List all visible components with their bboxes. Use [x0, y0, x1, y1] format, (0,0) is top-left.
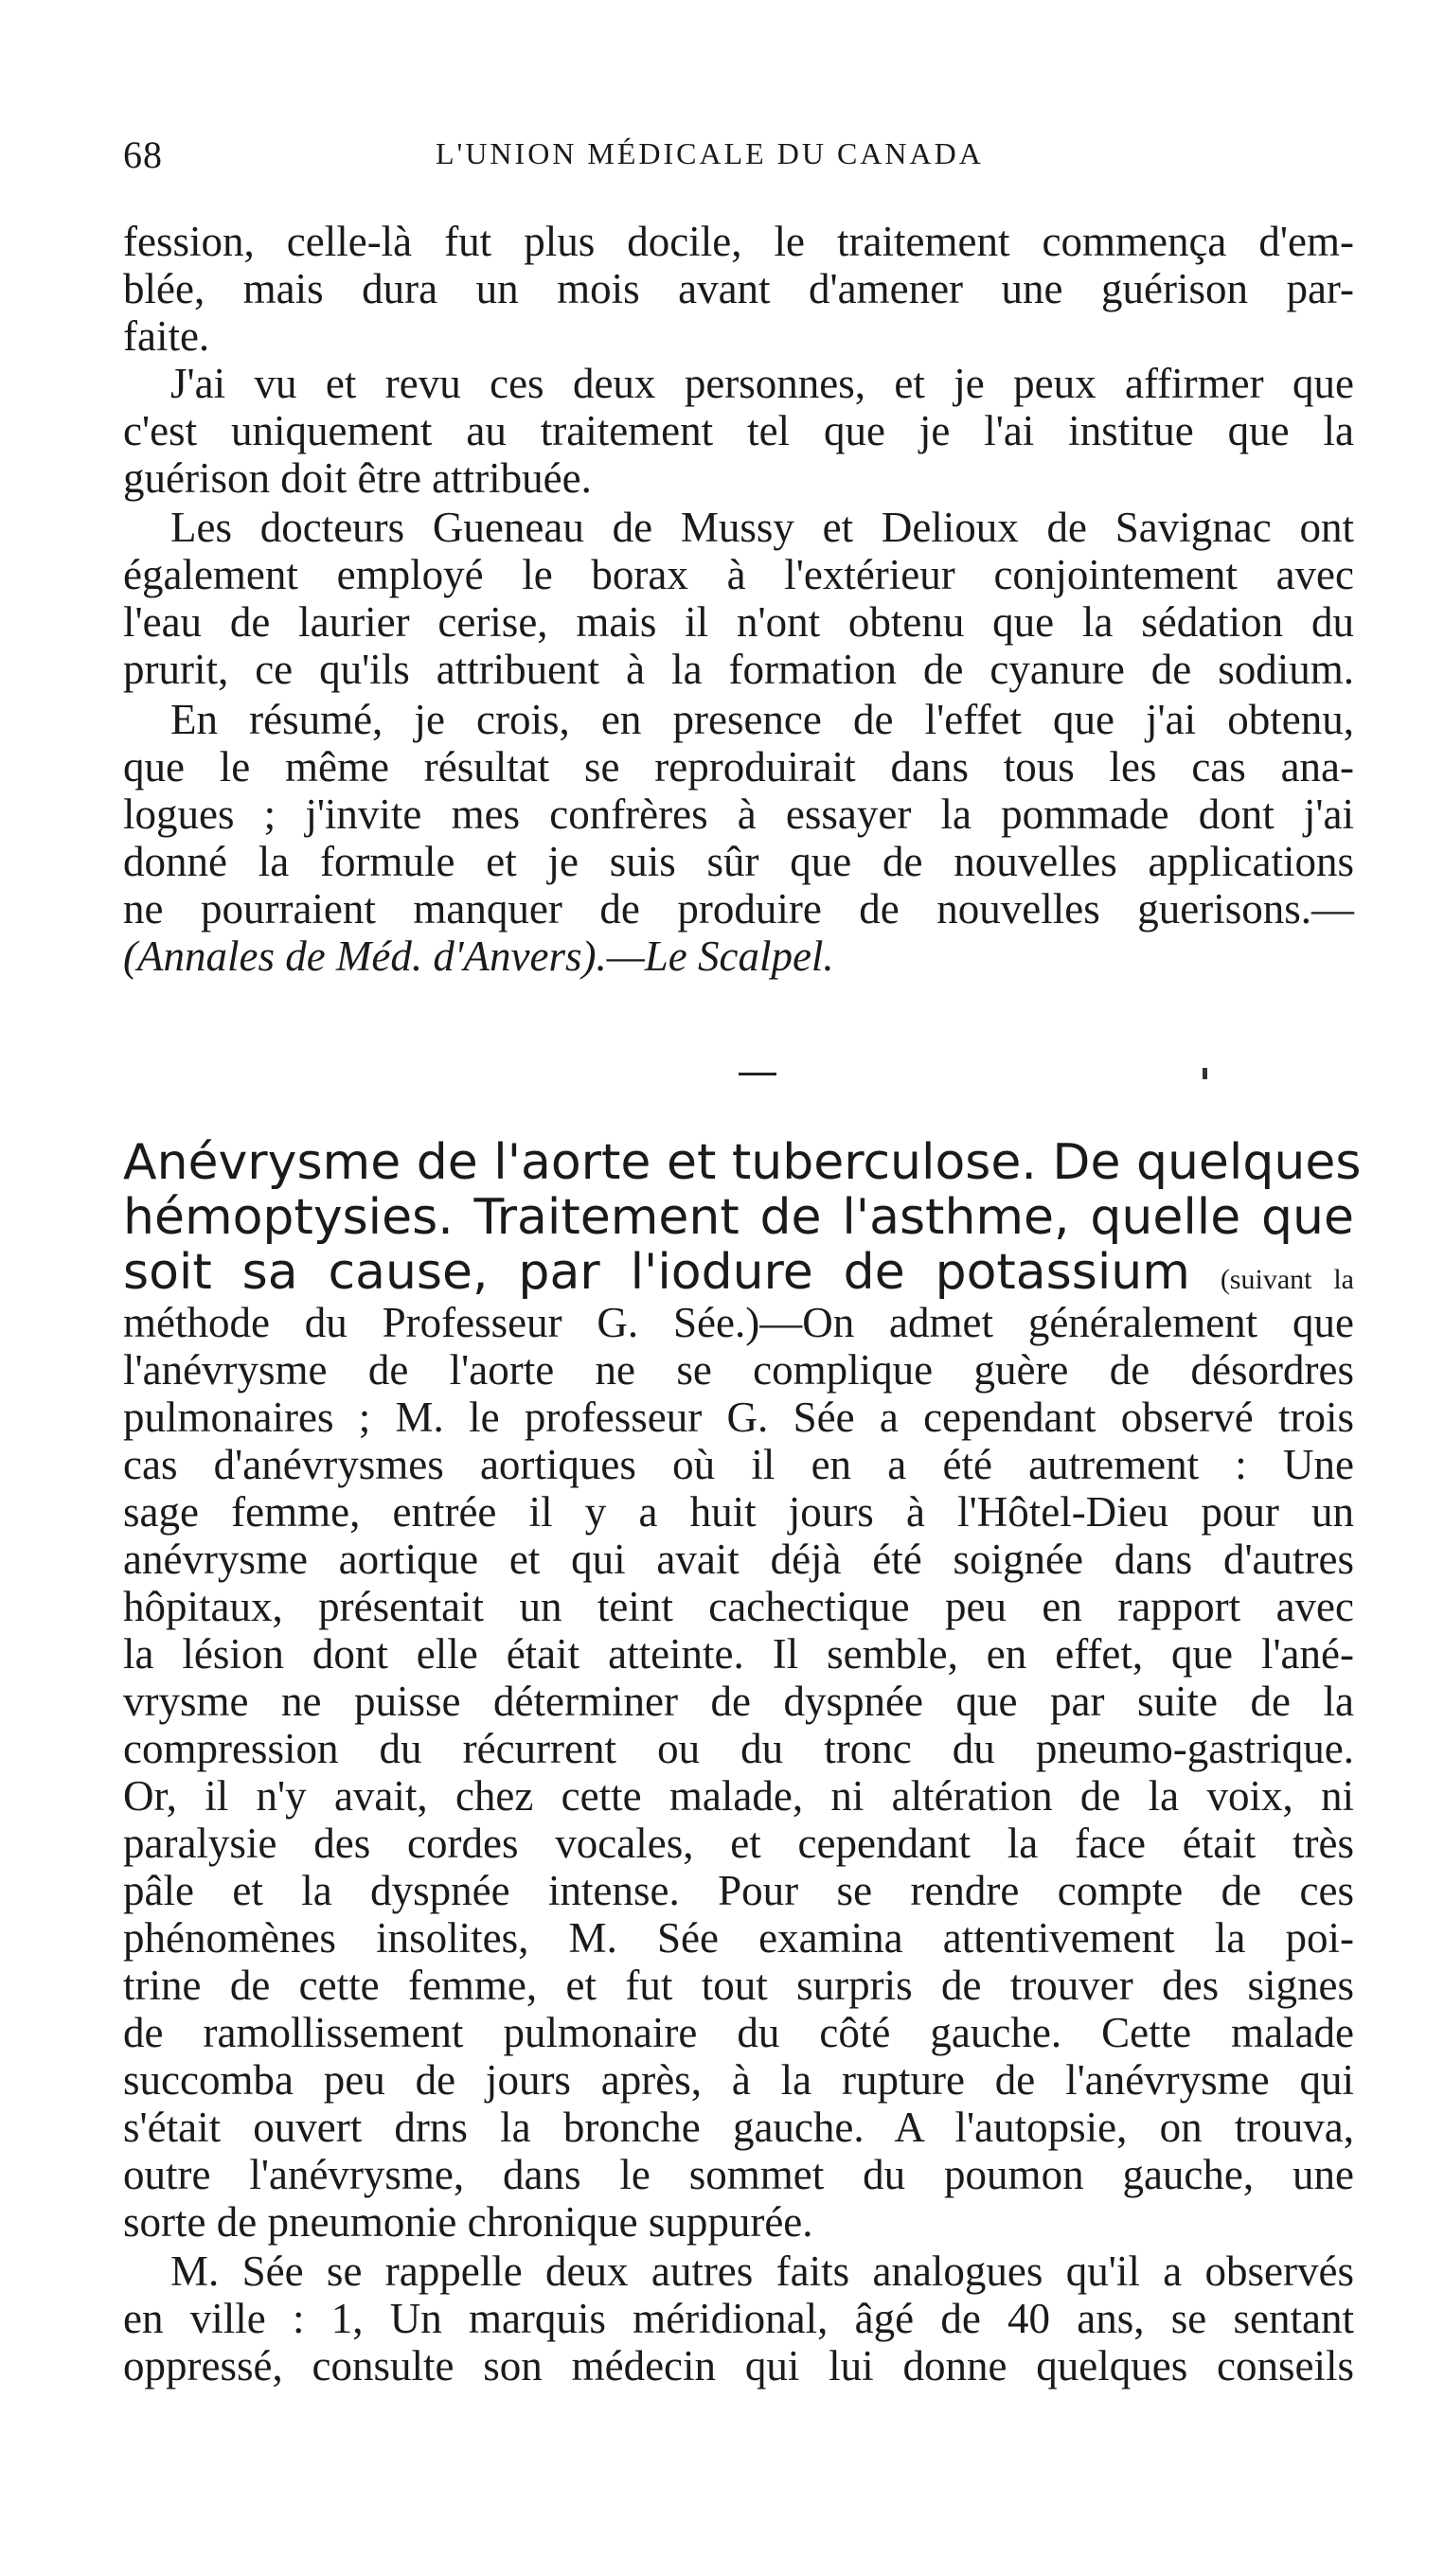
text-line: blée, mais dura un mois avant d'amener une guérison par-	[123, 265, 1354, 312]
section-divider	[739, 1073, 776, 1075]
text-line: s'était ouvert drns la bronche gauche. A l'autopsie, on trouva,	[123, 2104, 1354, 2151]
heading-tail: (suivant la	[1220, 1264, 1354, 1295]
text-line: M. Sée se rappelle deux autres faits analogues qu'il a observés	[170, 2247, 1354, 2295]
text-line: que le même résultat se reproduirait dans tous les cas ana-	[123, 743, 1354, 791]
text-line: logues ; j'invite mes confrères à essayer la pommade dont j'ai	[123, 791, 1354, 838]
text-line: la lésion dont elle était atteinte. Il semble, en effet, que l'ané-	[123, 1630, 1354, 1678]
text-line: paralysie des cordes vocales, et cependant la face était très	[123, 1820, 1354, 1867]
text-line: En résumé, je crois, en presence de l'effet que j'ai obtenu,	[170, 696, 1354, 743]
text-line: hôpitaux, présentait un teint cachectique peu en rapport avec	[123, 1583, 1354, 1630]
text-line: oppressé, consulte son médecin qui lui donne quelques conseils	[123, 2342, 1354, 2389]
text-line: l'anévrysme de l'aorte ne se complique guère de désordres	[123, 1346, 1354, 1394]
text-line: Les docteurs Gueneau de Mussy et Delioux de Savignac ont	[170, 504, 1354, 551]
text-line: J'ai vu et revu ces deux personnes, et je peux affirmer que	[170, 360, 1354, 407]
text-line: sage femme, entrée il y a huit jours à l'Hôtel-Dieu pour un	[123, 1488, 1354, 1536]
text-line: faite.	[123, 312, 210, 360]
text-line: en ville : 1, Un marquis méridional, âgé de 40 ans, se sentant	[123, 2295, 1354, 2342]
text-line: l'eau de laurier cerise, mais il n'ont obtenu que la sédation du	[123, 598, 1354, 646]
article-heading-line: Anévrysme de l'aorte et tuberculose. De quelques	[123, 1134, 1362, 1191]
text-line: fession, celle-là fut plus docile, le traitement commença d'em-	[123, 218, 1354, 265]
text-line: méthode du Professeur G. Sée.)—On admet généralement que	[123, 1299, 1354, 1346]
text-line: pulmonaires ; M. le professeur G. Sée a cependant observé trois	[123, 1394, 1354, 1441]
text-line: sorte de pneumonie chronique suppurée.	[123, 2198, 813, 2246]
text-line: trine de cette femme, et fut tout surpris de trouver des signes	[123, 1962, 1354, 2009]
text-line: succomba peu de jours après, à la rupture de l'anévrysme qui	[123, 2056, 1354, 2104]
text-line: Or, il n'y avait, chez cette malade, ni altération de la voix, ni	[123, 1772, 1354, 1820]
text-line: vrysme ne puisse déterminer de dyspnée que par suite de la	[123, 1678, 1354, 1725]
article-heading-line: hémoptysies. Traitement de l'asthme, quelle que	[123, 1189, 1354, 1246]
text-line: de ramollissement pulmonaire du côté gauche. Cette malade	[123, 2009, 1354, 2056]
text-line: anévrysme aortique et qui avait déjà été soignée dans d'autres	[123, 1536, 1354, 1583]
article-heading-line-3	[123, 1246, 1354, 1306]
text-line: donné la formule et je suis sûr que de nouvelles applications	[123, 838, 1354, 885]
text-line: outre l'anévrysme, dans le sommet du poumon gauche, une	[123, 2151, 1354, 2198]
text-line: prurit, ce qu'ils attribuent à la formation de cyanure de sodium.	[123, 646, 1354, 693]
text-line: phénomènes insolites, M. Sée examina attentivement la poi-	[123, 1914, 1354, 1962]
citation-line	[123, 933, 1354, 980]
text-line: également employé le borax à l'extérieur conjointement avec	[123, 551, 1354, 598]
text-line: cas d'anévrysmes aortiques où il en a été autrement : Une	[123, 1441, 1354, 1488]
print-mark	[1203, 1068, 1207, 1079]
text-line: ne pourraient manquer de produire de nouvelles guerisons.—	[123, 885, 1354, 933]
article-heading-text: soit sa cause, par l'iodure de potassium	[123, 1244, 1190, 1301]
text-line: c'est uniquement au traitement tel que je l'ai institue que la	[123, 407, 1354, 454]
text-line: pâle et la dyspnée intense. Pour se rendre compte de ces	[123, 1867, 1354, 1914]
page-number: 68	[123, 133, 163, 176]
text-line: guérison doit être attribuée.	[123, 454, 592, 502]
citation-text: (Annales de Méd. d'Anvers).—Le Scalpel.	[123, 933, 834, 980]
text-line: compression du récurrent ou du tronc du pneumo-gastrique.	[123, 1725, 1354, 1772]
running-title: L'UNION MÉDICALE DU CANADA	[436, 136, 984, 170]
page-header	[123, 133, 1354, 189]
